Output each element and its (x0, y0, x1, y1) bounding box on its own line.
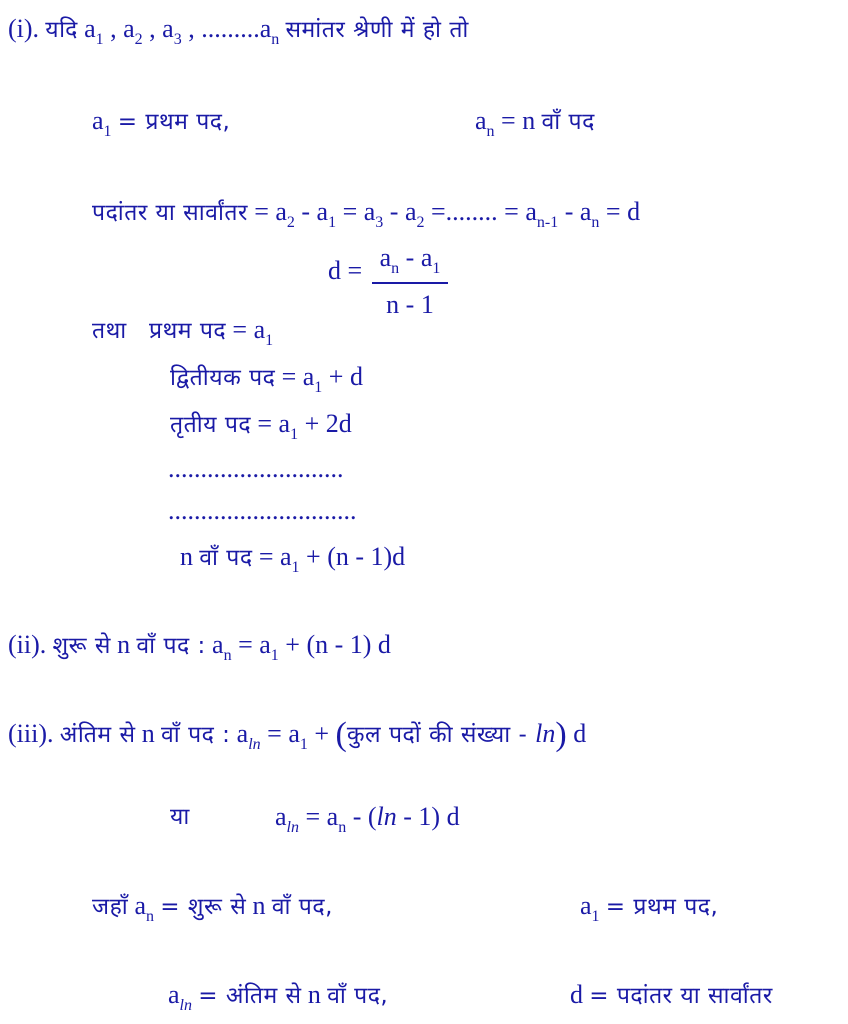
tatha-first-term: तथा प्रथम पद = $a_1$ (92, 315, 274, 349)
where-a1: $a_1$ = प्रथम पद, (580, 891, 719, 925)
common-difference-label: पदांतर या सार्वांतर (92, 200, 248, 226)
second-term: द्वितीयक पद = $a_1 + d$ (170, 362, 363, 396)
nth-term: n वाँ पद = $a_1 + (n - 1)d$ (180, 542, 406, 576)
third-term: तृतीय पद = $a_1 + 2d$ (170, 409, 352, 443)
fraction-bar (372, 282, 448, 284)
where-d: d = पदांतर या सार्वांतर (570, 980, 773, 1009)
ya-text: या (170, 804, 190, 830)
first-term-definition: $a_1$ = प्रथम पद, (92, 106, 231, 140)
difference-fraction (372, 243, 448, 320)
where-aln: $a_{ln}$ = अंतिम से n वाँ पद, (168, 980, 389, 1014)
section-number: (i). (8, 14, 40, 43)
section-2-formula: (ii). शुरू से n वाँ पद : $a_n = a_1 + (n - 1)$ d (8, 630, 391, 664)
ellipsis-row-1: ........................... (168, 454, 344, 483)
sequence-condition-text: समांतर श्रेणी में हो तो (285, 17, 469, 43)
ellipsis-row-2: ............................. (168, 496, 357, 525)
where-an: जहाँ $a_n$ = शुरू से n वाँ पद, (92, 891, 333, 925)
yadi-text: यदि (45, 17, 78, 43)
alternate-formula: $a_{ln} = a_n - (\ln - 1)$ d (275, 802, 460, 836)
nth-term-definition: $a_n = n$ वाँ पद (475, 106, 595, 140)
section-1-heading (8, 16, 469, 48)
section-3-formula: (iii). अंतिम से n वाँ पद : $a_{ln} = a_1$ + (कुल पदों की संख्या - ln) d (8, 716, 587, 753)
sequence-expr: $a_1$ , $a_2$ , $a_3$ , $.........a_n$ (84, 14, 280, 48)
fraction-denominator: n - 1 (386, 290, 434, 319)
fraction-left: d = (328, 256, 363, 285)
common-difference-expr: = $a_2 - a_1 = a_3 - a_2$ =........ = $a_{n-1} - a_n = d$ (254, 197, 641, 231)
fraction-numerator: $a_n - a_1$ (379, 243, 441, 277)
common-difference-line (92, 199, 640, 231)
